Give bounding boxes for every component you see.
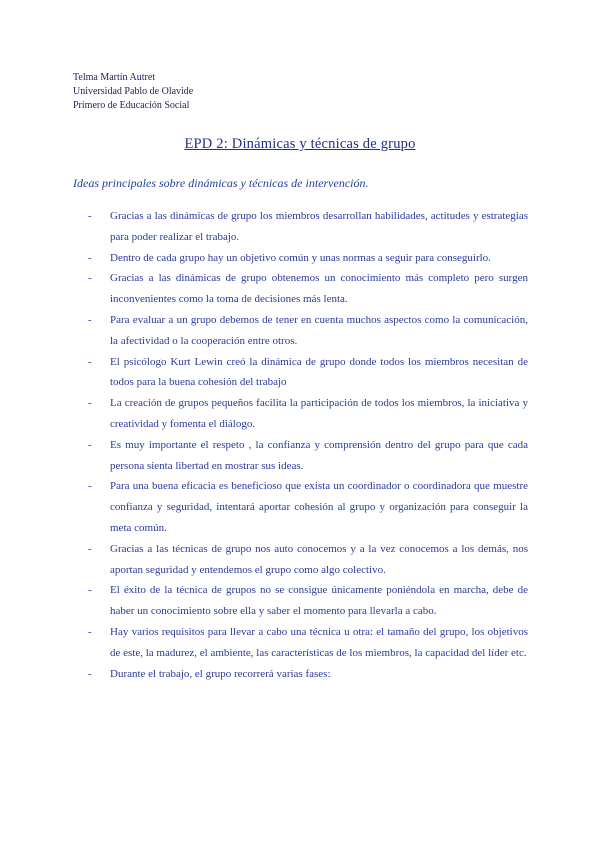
bullet-dash: -	[88, 251, 92, 264]
bullet-dash: -	[88, 313, 92, 326]
list-item-text: Para evaluar a un grupo debemos de tener en cuenta muchos aspectos como la comunicación, la afectividad o la cooperación entre otros.	[110, 313, 528, 347]
list-item-text: El psicólogo Kurt Lewin creó la dinámica de grupo donde todos los miembros necesitan de todos para la buena cohesión del trabajo	[110, 355, 528, 389]
bullet-dash: -	[88, 210, 92, 222]
list-item-text: Gracias a las técnicas de grupo nos auto conocemos y a la vez conocemos a los demás, nos aportan seguridad y entendemos el grupo como algo colectivo.	[110, 542, 528, 576]
author-block	[73, 71, 193, 113]
bullet-dash: -	[88, 355, 92, 368]
list-item-text: Hay varios requisitos para llevar a cabo una técnica u otra: el tamaño del grupo, los objetivos de este, la madurez, el ambiente, las características de los miembros, la capacidad del líder etc.	[110, 625, 528, 659]
list-item	[88, 268, 528, 310]
list-item-text: La creación de grupos pequeños facilita la participación de todos los miembros, la iniciativa y creatividad y fomenta el diálogo.	[110, 397, 528, 430]
bullet-dash: -	[88, 542, 92, 555]
list-item-text: Gracias a las dinámicas de grupo los miembros desarrollan habilidades, actitudes y estrategias para poder realizar el trabajo.	[110, 210, 528, 243]
bullet-dash: -	[88, 397, 92, 410]
list-item-text: El éxito de la técnica de grupos no se consigue únicamente poniéndola en marcha, debe de haber un conocimiento sobre ella y saber el momento para llevarla a cabo.	[110, 584, 528, 618]
bullet-dash: -	[88, 272, 92, 285]
list-item-text: Dentro de cada grupo hay un objetivo común y unas normas a seguir para conseguirlo.	[110, 251, 491, 264]
list-item	[88, 393, 528, 435]
bullet-dash: -	[88, 438, 92, 451]
list-item	[88, 248, 528, 269]
section-subtitle: Ideas principales sobre dinámicas y técnicas de intervención.	[73, 176, 369, 190]
list-item	[88, 206, 528, 248]
list-item-text: Es muy importante el respeto , la confianza y comprensión dentro del grupo para que cada persona sienta libertad en mostrar sus ideas.	[110, 438, 528, 472]
list-item	[88, 580, 528, 622]
list-item	[88, 664, 528, 685]
list-item	[88, 310, 528, 352]
bullet-dash: -	[88, 625, 92, 638]
list-item	[88, 352, 528, 394]
author-name: Telma Martín Autret	[73, 72, 156, 83]
document-title-wrapper	[0, 136, 600, 153]
list-item-text: Durante el trabajo, el grupo recorrerá varias fases:	[110, 667, 331, 680]
list-item	[88, 539, 528, 581]
list-item-text: Gracias a las dinámicas de grupo obtenemos un conocimiento más completo pero surgen inconvenientes como la toma de decisiones más lenta.	[110, 272, 528, 306]
bullet-list	[88, 206, 528, 684]
bullet-dash: -	[88, 584, 92, 597]
list-item-text: Para una buena eficacia es beneficioso que exista un coordinador o coordinadora que muestre confianza y seguridad, intentará aportar cohesión al grupo y organización para conseguir la meta común.	[110, 480, 528, 534]
bullet-dash: -	[88, 480, 92, 493]
document-title: EPD 2: Dinámicas y técnicas de grupo	[184, 136, 416, 152]
author-university: Universidad Pablo de Olavide	[73, 86, 194, 97]
list-item	[88, 476, 528, 538]
list-item	[88, 435, 528, 477]
author-course: Primero de Educación Social	[73, 100, 190, 111]
bullet-dash: -	[88, 667, 92, 680]
list-item	[88, 622, 528, 664]
